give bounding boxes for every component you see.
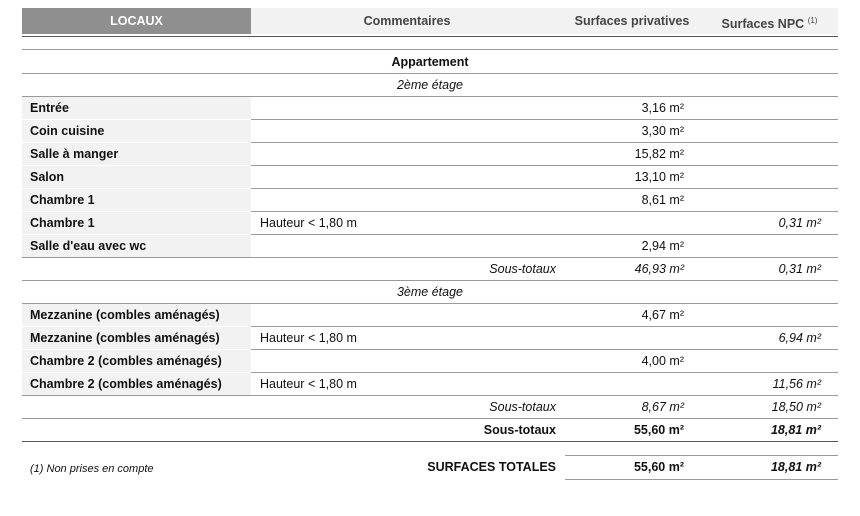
table-row	[22, 235, 838, 258]
row-surface-privative: 4,67 m²	[641, 308, 684, 322]
header-surfaces-privatives: Surfaces privatives	[563, 8, 701, 34]
row-surface-privative: 3,30 m²	[641, 124, 684, 138]
header-commentaires: Commentaires	[251, 8, 563, 34]
header-surfaces-npc	[701, 8, 838, 34]
section-title: Appartement	[391, 55, 469, 69]
table-row	[22, 373, 838, 396]
row-label: Chambre 1	[22, 189, 251, 211]
subtotal-surface-npc: 18,50 m²	[771, 400, 821, 414]
table-row	[22, 120, 838, 143]
floor3-title-row	[22, 281, 838, 304]
table-row	[22, 350, 838, 373]
row-label: Coin cuisine	[22, 120, 251, 142]
header-surfaces-npc-label: Surfaces NPC	[721, 17, 805, 32]
divider	[22, 441, 838, 442]
row-surface-npc: 6,94 m²	[778, 331, 821, 345]
row-label: Salon	[22, 166, 251, 188]
apartment-subtotal-surface-npc: 18,81 m²	[770, 423, 821, 437]
row-label: Salle d'eau avec wc	[22, 235, 251, 257]
totals-bottom-rule	[565, 479, 838, 480]
table-row	[22, 143, 838, 166]
subtotal-surface-privative: 8,67 m²	[641, 400, 684, 414]
totals-surface-npc: 18,81 m²	[770, 460, 821, 474]
floor2-title: 2ème étage	[396, 78, 464, 92]
table-row	[22, 97, 838, 120]
row-surface-privative: 15,82 m²	[634, 147, 684, 161]
row-comment: Hauteur < 1,80 m	[260, 216, 357, 230]
row-surface-privative: 8,61 m²	[641, 193, 684, 207]
table-row	[22, 212, 838, 235]
floor2-title-row	[22, 74, 838, 97]
table-row	[22, 304, 838, 327]
row-label: Mezzanine (combles aménagés)	[22, 327, 251, 349]
totals-label: SURFACES TOTALES	[427, 460, 556, 474]
divider	[22, 49, 838, 50]
row-label: Entrée	[22, 97, 251, 119]
totals-surface-privative: 55,60 m²	[633, 460, 684, 474]
row-label: Salle à manger	[22, 143, 251, 165]
subtotal-label: Sous-totaux	[489, 262, 556, 276]
footnote: (1) Non prises en compte	[30, 463, 154, 475]
subtotal-label: Sous-totaux	[489, 400, 556, 414]
apartment-subtotal-label: Sous-totaux	[483, 423, 556, 437]
subtotal-surface-privative: 46,93 m²	[634, 262, 684, 276]
table-row	[22, 166, 838, 189]
table-row	[22, 327, 838, 350]
row-label: Chambre 2 (combles aménagés)	[22, 373, 251, 395]
floor3-title: 3ème étage	[396, 285, 464, 299]
table-header	[22, 8, 838, 34]
apartment-subtotal-row	[22, 419, 838, 442]
row-surface-privative: 2,94 m²	[641, 239, 684, 253]
totals-top-rule	[565, 455, 838, 456]
row-comment: Hauteur < 1,80 m	[260, 331, 357, 345]
row-label: Chambre 1	[22, 212, 251, 234]
header-locaux: LOCAUX	[22, 8, 251, 34]
row-surface-npc: 0,31 m²	[778, 216, 821, 230]
row-label: Chambre 2 (combles aménagés)	[22, 350, 251, 372]
table-row	[22, 189, 838, 212]
section-title-row	[22, 51, 838, 74]
row-surface-privative: 13,10 m²	[634, 170, 684, 184]
row-comment: Hauteur < 1,80 m	[260, 377, 357, 391]
row-surface-npc: 11,56 m²	[772, 377, 821, 391]
floor3-subtotal-row	[22, 396, 838, 419]
row-label: Mezzanine (combles aménagés)	[22, 304, 251, 326]
row-surface-privative: 3,16 m²	[641, 101, 684, 115]
header-npc-note: (1)	[807, 16, 818, 25]
subtotal-surface-npc: 0,31 m²	[778, 262, 821, 276]
floor2-subtotal-row	[22, 258, 838, 281]
header-rule	[22, 36, 838, 37]
row-surface-privative: 4,00 m²	[641, 354, 684, 368]
apartment-subtotal-surface-privative: 55,60 m²	[633, 423, 684, 437]
